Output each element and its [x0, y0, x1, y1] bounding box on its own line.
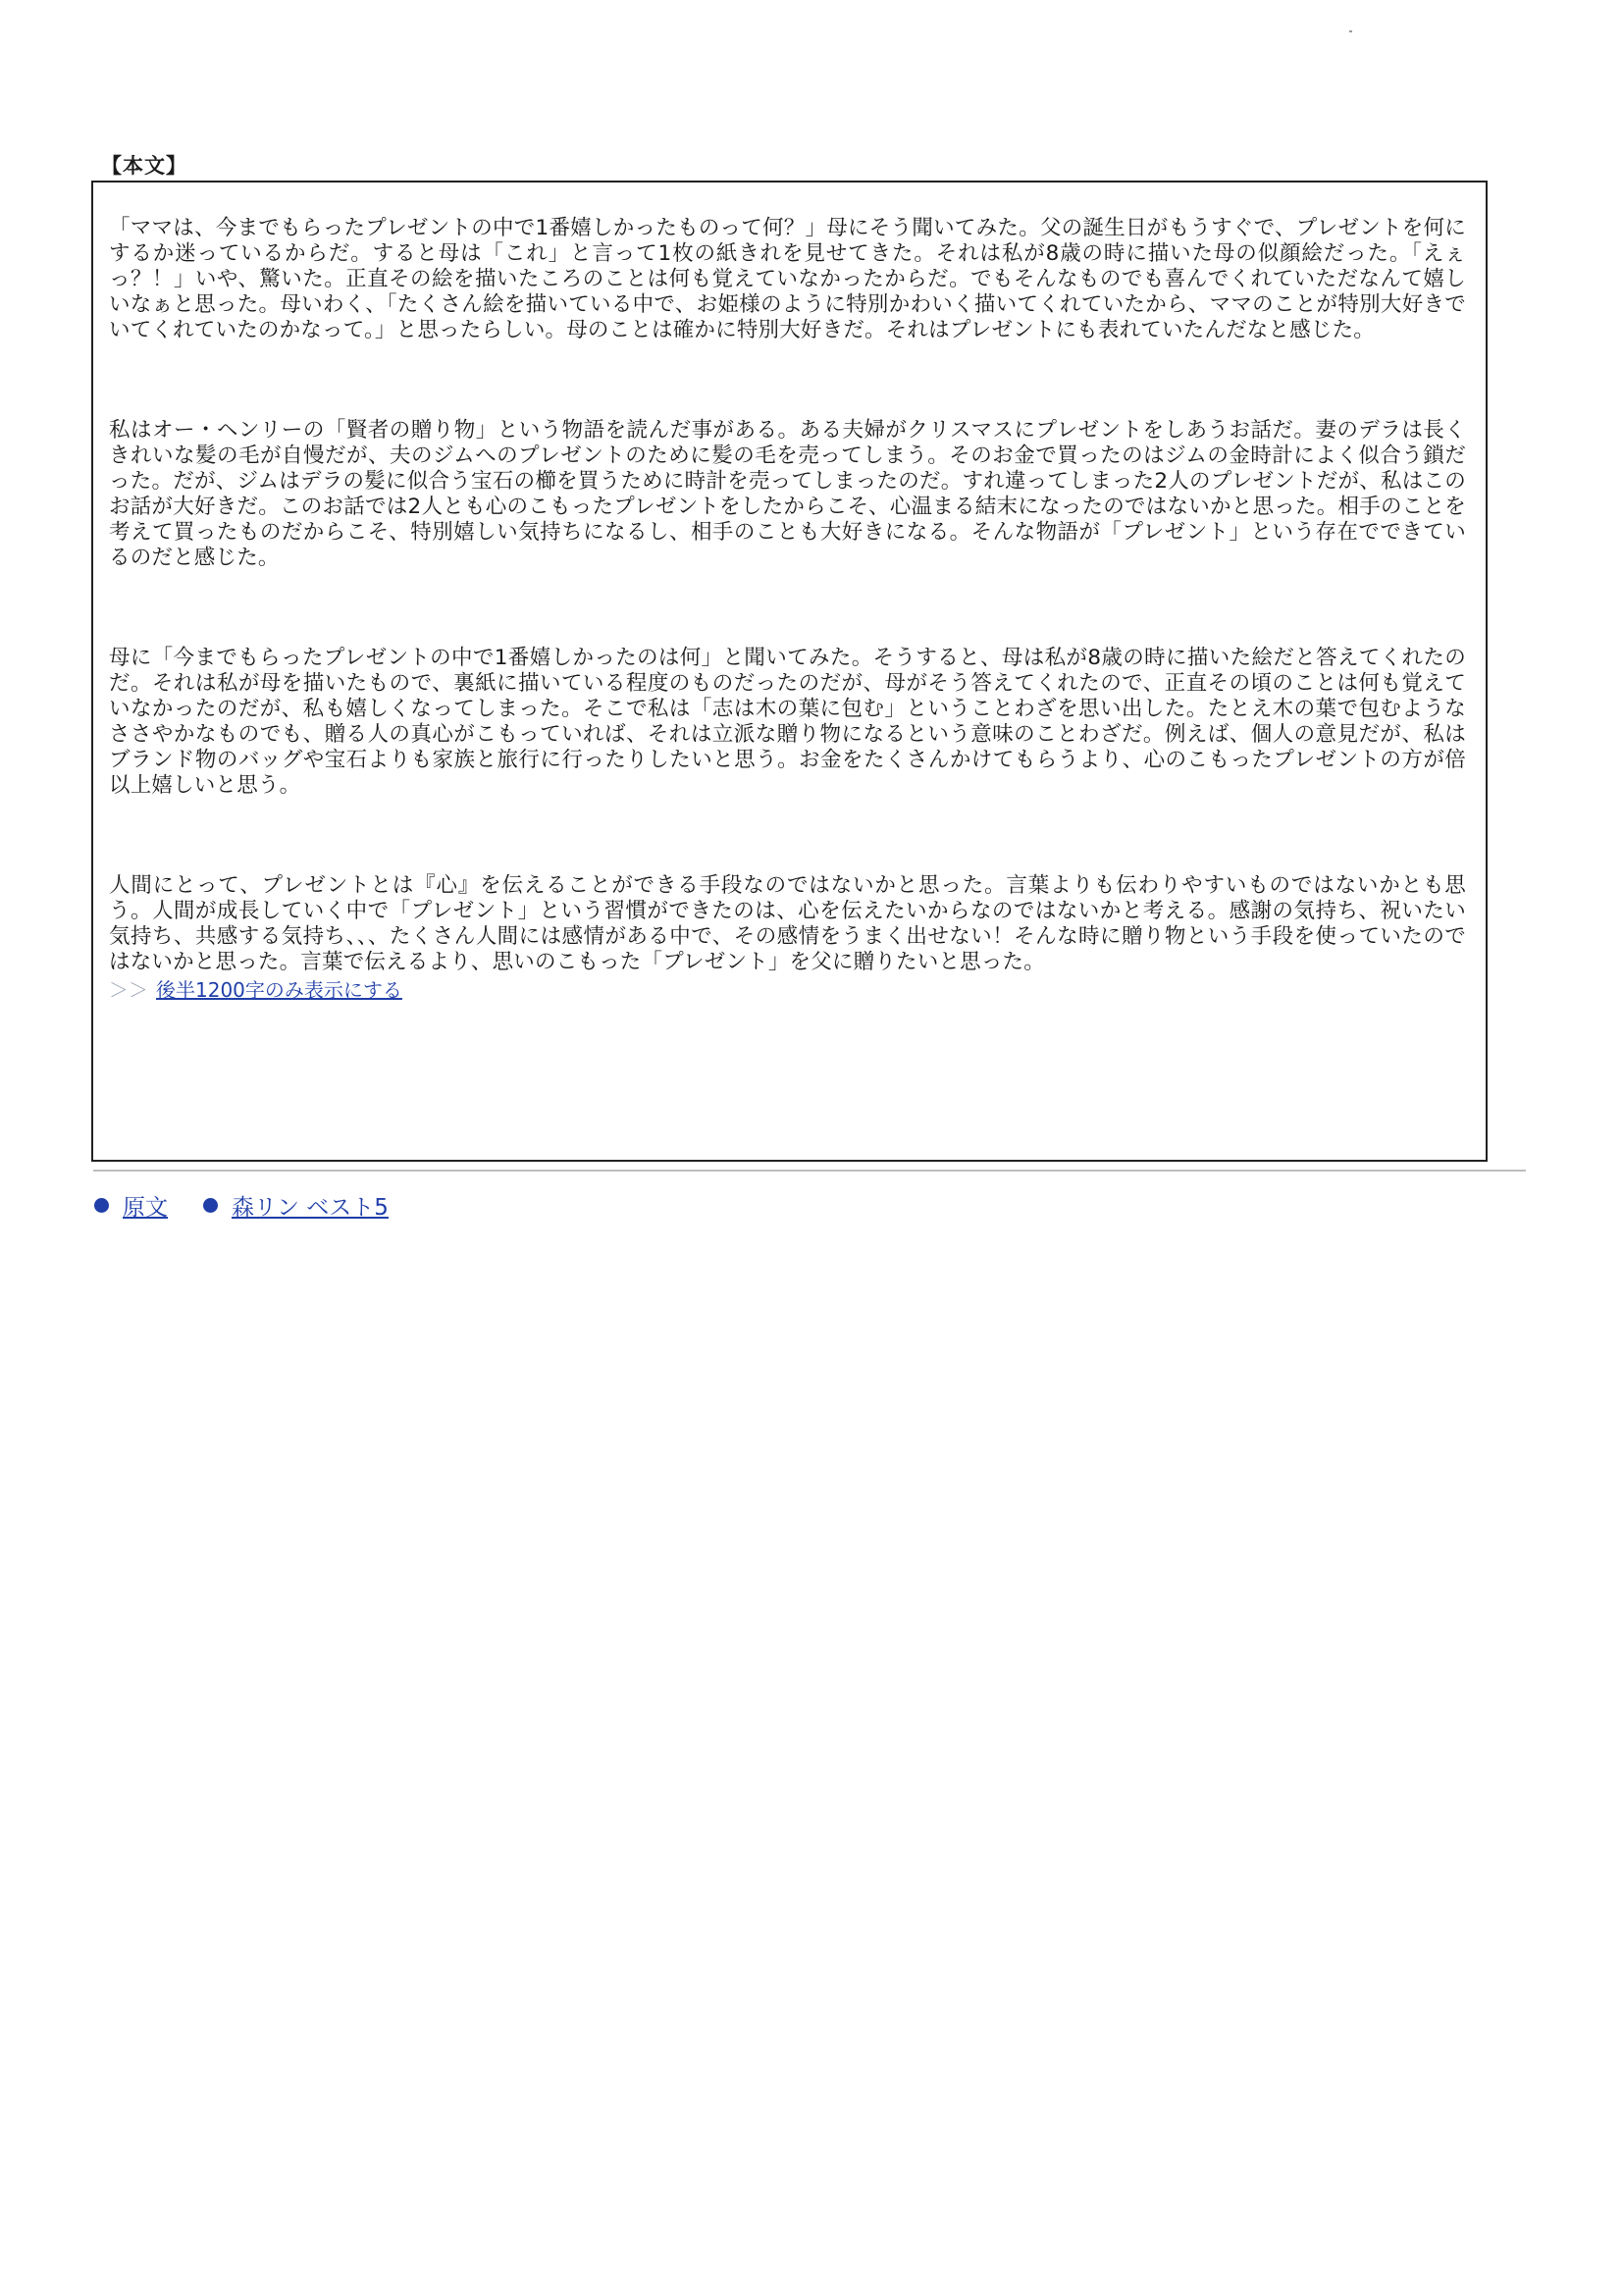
bullet-icon — [203, 1198, 218, 1213]
essay-paragraph-3: 母に「今までもらったプレゼントの中で1番嬉しかったのは何」と聞いてみた。そうすると、母は私が8歳の時に描いた絵だと答えてくれたのだ。それは私が母を描いたもので、裏紙に描いている程度のものだったのだが、母がそう答えてくれたので、正直その頃のことは何も覚えていなかったのだが、私も嬉しくなってしまった。そこで私は「志は木の葉に包む」ということわざを思い出した。たとえ木の葉で包むようなささやかなものでも、贈る人の真心がこもっていれば、それは立派な贈り物になるという意味のことわざだ。例えば、個人の意見だが、私はブランド物のバッグや宝石よりも家族と旅行に行ったりしたいと思う。お金をたくさんかけてもらうより、心のこもったプレゼントの方が倍以上嬉しいと思う。 — [109, 646, 1466, 798]
show-latter-half-row — [109, 977, 1466, 1003]
double-chevron-icon: ＞＞ — [109, 978, 148, 1002]
original-text-link[interactable] — [94, 1189, 168, 1222]
scan-speck — [1349, 30, 1352, 32]
bullet-icon — [94, 1198, 109, 1213]
section-heading: 【本文】 — [101, 154, 187, 178]
divider — [93, 1170, 1526, 1172]
essay-paragraph-2: 私はオー・ヘンリーの「賢者の贈り物」という物語を読んだ事がある。ある夫婦がクリスマスにプレゼントをしあうお話だ。妻のデラは長くきれいな髪の毛が自慢だが、夫のジムへのプレゼントのために髪の毛を売ってしまう。そのお金で買ったのはジムの金時計によく似合う鎖だった。だが、ジムはデラの髪に似合う宝石の櫛を買うために時計を売ってしまったのだ。すれ違ってしまった2人のプレゼントだが、私はこのお話が大好きだ。このお話では2人とも心のこもったプレゼントをしたからこそ、心温まる結末になったのではないかと思った。相手のことを考えて買ったものだからこそ、特別嬉しい気持ちになるし、相手のことも大好きになる。そんな物語が「プレゼント」という存在でできているのだと感じた。 — [109, 418, 1466, 570]
essay-paragraph-4: 人間にとって、プレゼントとは『心』を伝えることができる手段なのではないかと思った。言葉よりも伝わりやすいものではないかとも思う。人間が成長していく中で「プレゼント」という習慣ができたのは、心を伝えたいからなのではないかと考える。感謝の気持ち、祝いたい気持ち、共感する気持ち、、、たくさん人間には感情がある中で、その感情をうまく出せない！そんな時に贈り物という手段を使っていたのではないかと思った。言葉で伝えるより、思いのこもった「プレゼント」を父に贈りたいと思った。 — [109, 873, 1466, 974]
bottom-links — [94, 1189, 389, 1222]
essay-body-box — [91, 181, 1488, 1162]
show-latter-half-link[interactable]: 後半1200字のみ表示にする — [156, 978, 402, 1002]
moririn-best5-link-label: 森リン ベスト5 — [232, 1195, 389, 1221]
moririn-best5-link[interactable] — [203, 1189, 389, 1222]
essay-paragraph-1: 「ママは、今までもらったプレゼントの中で1番嬉しかったものって何？」母にそう聞いてみた。父の誕生日がもうすぐで、プレゼントを何にするか迷っているからだ。すると母は「これ」と言って1枚の紙きれを見せてきた。それは私が8歳の時に描いた母の似顔絵だった。「えぇっ？！」いや、驚いた。正直その絵を描いたころのことは何も覚えていなかったからだ。でもそんなものでも喜んでくれていただなんて嬉しいなぁと思った。母いわく、「たくさん絵を描いている中で、お姫様のように特別かわいく描いてくれていたから、ママのことが特別大好きでいてくれていたのかなって。」と思ったらしい。母のことは確かに特別大好きだ。それはプレゼントにも表れていたんだなと感じた。 — [109, 216, 1466, 342]
original-text-link-label: 原文 — [123, 1195, 168, 1221]
